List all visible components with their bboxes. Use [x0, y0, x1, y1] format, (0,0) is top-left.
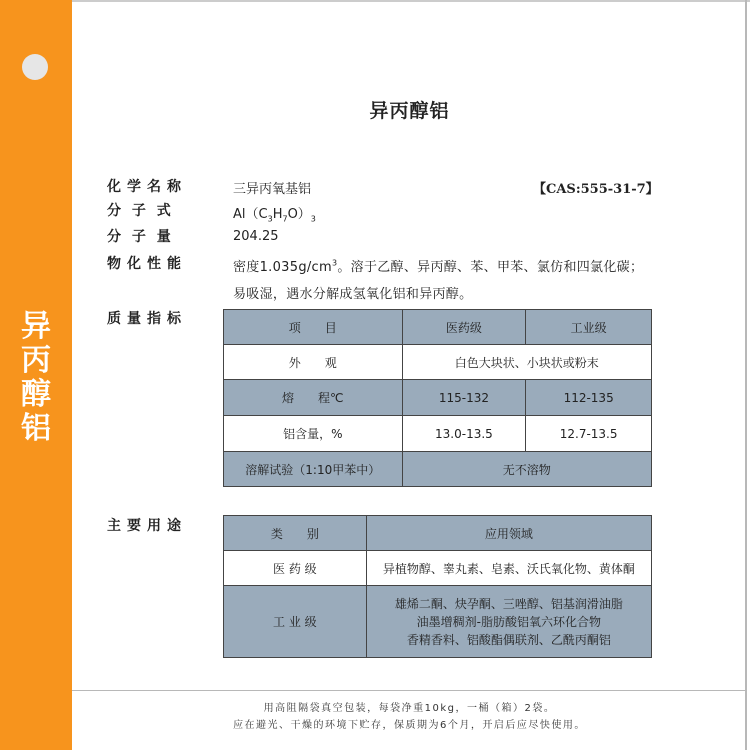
mw-value: 204.25 — [233, 229, 279, 244]
formula-value — [233, 203, 316, 224]
row-label: 铝含量，% — [224, 416, 403, 452]
formula-prefix: Al（C — [233, 207, 268, 222]
industrial-use-line: 香精香料、铝酸酯偶联剂、乙酰丙酮铝 — [406, 632, 611, 647]
formula-subscript: 7 — [282, 214, 288, 224]
header-cell: 项 目 — [224, 310, 403, 345]
sidebar-title-char: 醇 — [21, 377, 51, 412]
header-cell: 医药级 — [402, 310, 526, 345]
row-label: 工 业 级 — [224, 586, 367, 658]
sidebar-title — [0, 310, 72, 446]
formula-subscript: 3 — [310, 214, 316, 224]
formula-subscript: 3 — [267, 214, 273, 224]
props-solubility: 。溶于乙醇、异丙醇、苯、甲苯、氯仿和四氯化碳； — [337, 260, 644, 275]
props-density: 密度1.035g/cm — [233, 260, 332, 275]
row-label: 外 观 — [224, 345, 403, 380]
formula-mid: H — [272, 207, 283, 222]
sidebar-title-char: 异 — [21, 309, 51, 344]
header-cell: 工业级 — [526, 310, 652, 345]
sidebar-title-char: 铝 — [21, 411, 51, 446]
quality-label: 质量指标 — [107, 311, 187, 327]
formula-label: 分 子 式 — [107, 203, 174, 219]
chem-name-label: 化学名称 — [107, 179, 187, 195]
row-label: 医 药 级 — [224, 551, 367, 586]
melting-pharma: 115-132 — [402, 380, 526, 416]
sidebar — [0, 0, 72, 750]
footer-storage: 应在避光、干燥的环境下贮存，保质期为6个月，开启后应尽快使用。 — [233, 720, 586, 731]
table-row — [224, 345, 652, 380]
pharma-uses: 异植物醇、睾丸素、皂素、沃氏氧化物、黄体酮 — [366, 551, 651, 586]
quality-table — [223, 309, 652, 487]
table-row — [224, 586, 652, 658]
table-row — [224, 551, 652, 586]
row-label: 溶解试验（1:10甲苯中） — [224, 452, 403, 487]
al-industrial: 12.7-13.5 — [526, 416, 652, 452]
header-cell: 应用领域 — [366, 516, 651, 551]
table-row — [224, 416, 652, 452]
table-row — [224, 452, 652, 487]
melting-industrial: 112-135 — [526, 380, 652, 416]
sidebar-title-char: 丙 — [21, 343, 51, 378]
table-row — [224, 516, 652, 551]
cas-number: 【CAS:555-31-7】 — [533, 182, 659, 197]
props-line-2: 易吸湿，遇水分解成氢氧化铝和异丙醇。 — [233, 287, 473, 302]
uses-table — [223, 515, 652, 658]
appearance-value: 白色大块状、小块状或粉末 — [402, 345, 651, 380]
industrial-uses — [366, 586, 651, 658]
chem-name-value: 三异丙氧基铝 — [233, 182, 312, 197]
header-cell: 类 别 — [224, 516, 367, 551]
formula-suffix: O） — [287, 207, 311, 222]
props-line-1 — [233, 256, 643, 275]
mw-label: 分 子 量 — [107, 229, 174, 245]
al-pharma: 13.0-13.5 — [402, 416, 526, 452]
table-row — [224, 380, 652, 416]
props-superscript: 3 — [331, 258, 338, 268]
footer-packaging: 用高阻隔袋真空包装，每袋净重10kg，一桶（箱）2袋。 — [263, 703, 556, 714]
industrial-use-line: 雄烯二酮、炔孕酮、三唑醇、铝基润滑油脂 — [394, 596, 623, 611]
solubility-value: 无不溶物 — [402, 452, 651, 487]
uses-label: 主要用途 — [107, 518, 187, 534]
table-row — [224, 310, 652, 345]
page-title: 异丙醇铝 — [369, 100, 450, 122]
frame-top-line — [72, 0, 750, 2]
industrial-use-line: 油墨增稠剂-脂肪酸铝氧六环化合物 — [416, 614, 602, 629]
binder-hole — [22, 54, 48, 80]
row-label: 熔 程℃ — [224, 380, 403, 416]
props-label: 物化性能 — [107, 256, 187, 272]
footer-divider — [72, 690, 747, 691]
